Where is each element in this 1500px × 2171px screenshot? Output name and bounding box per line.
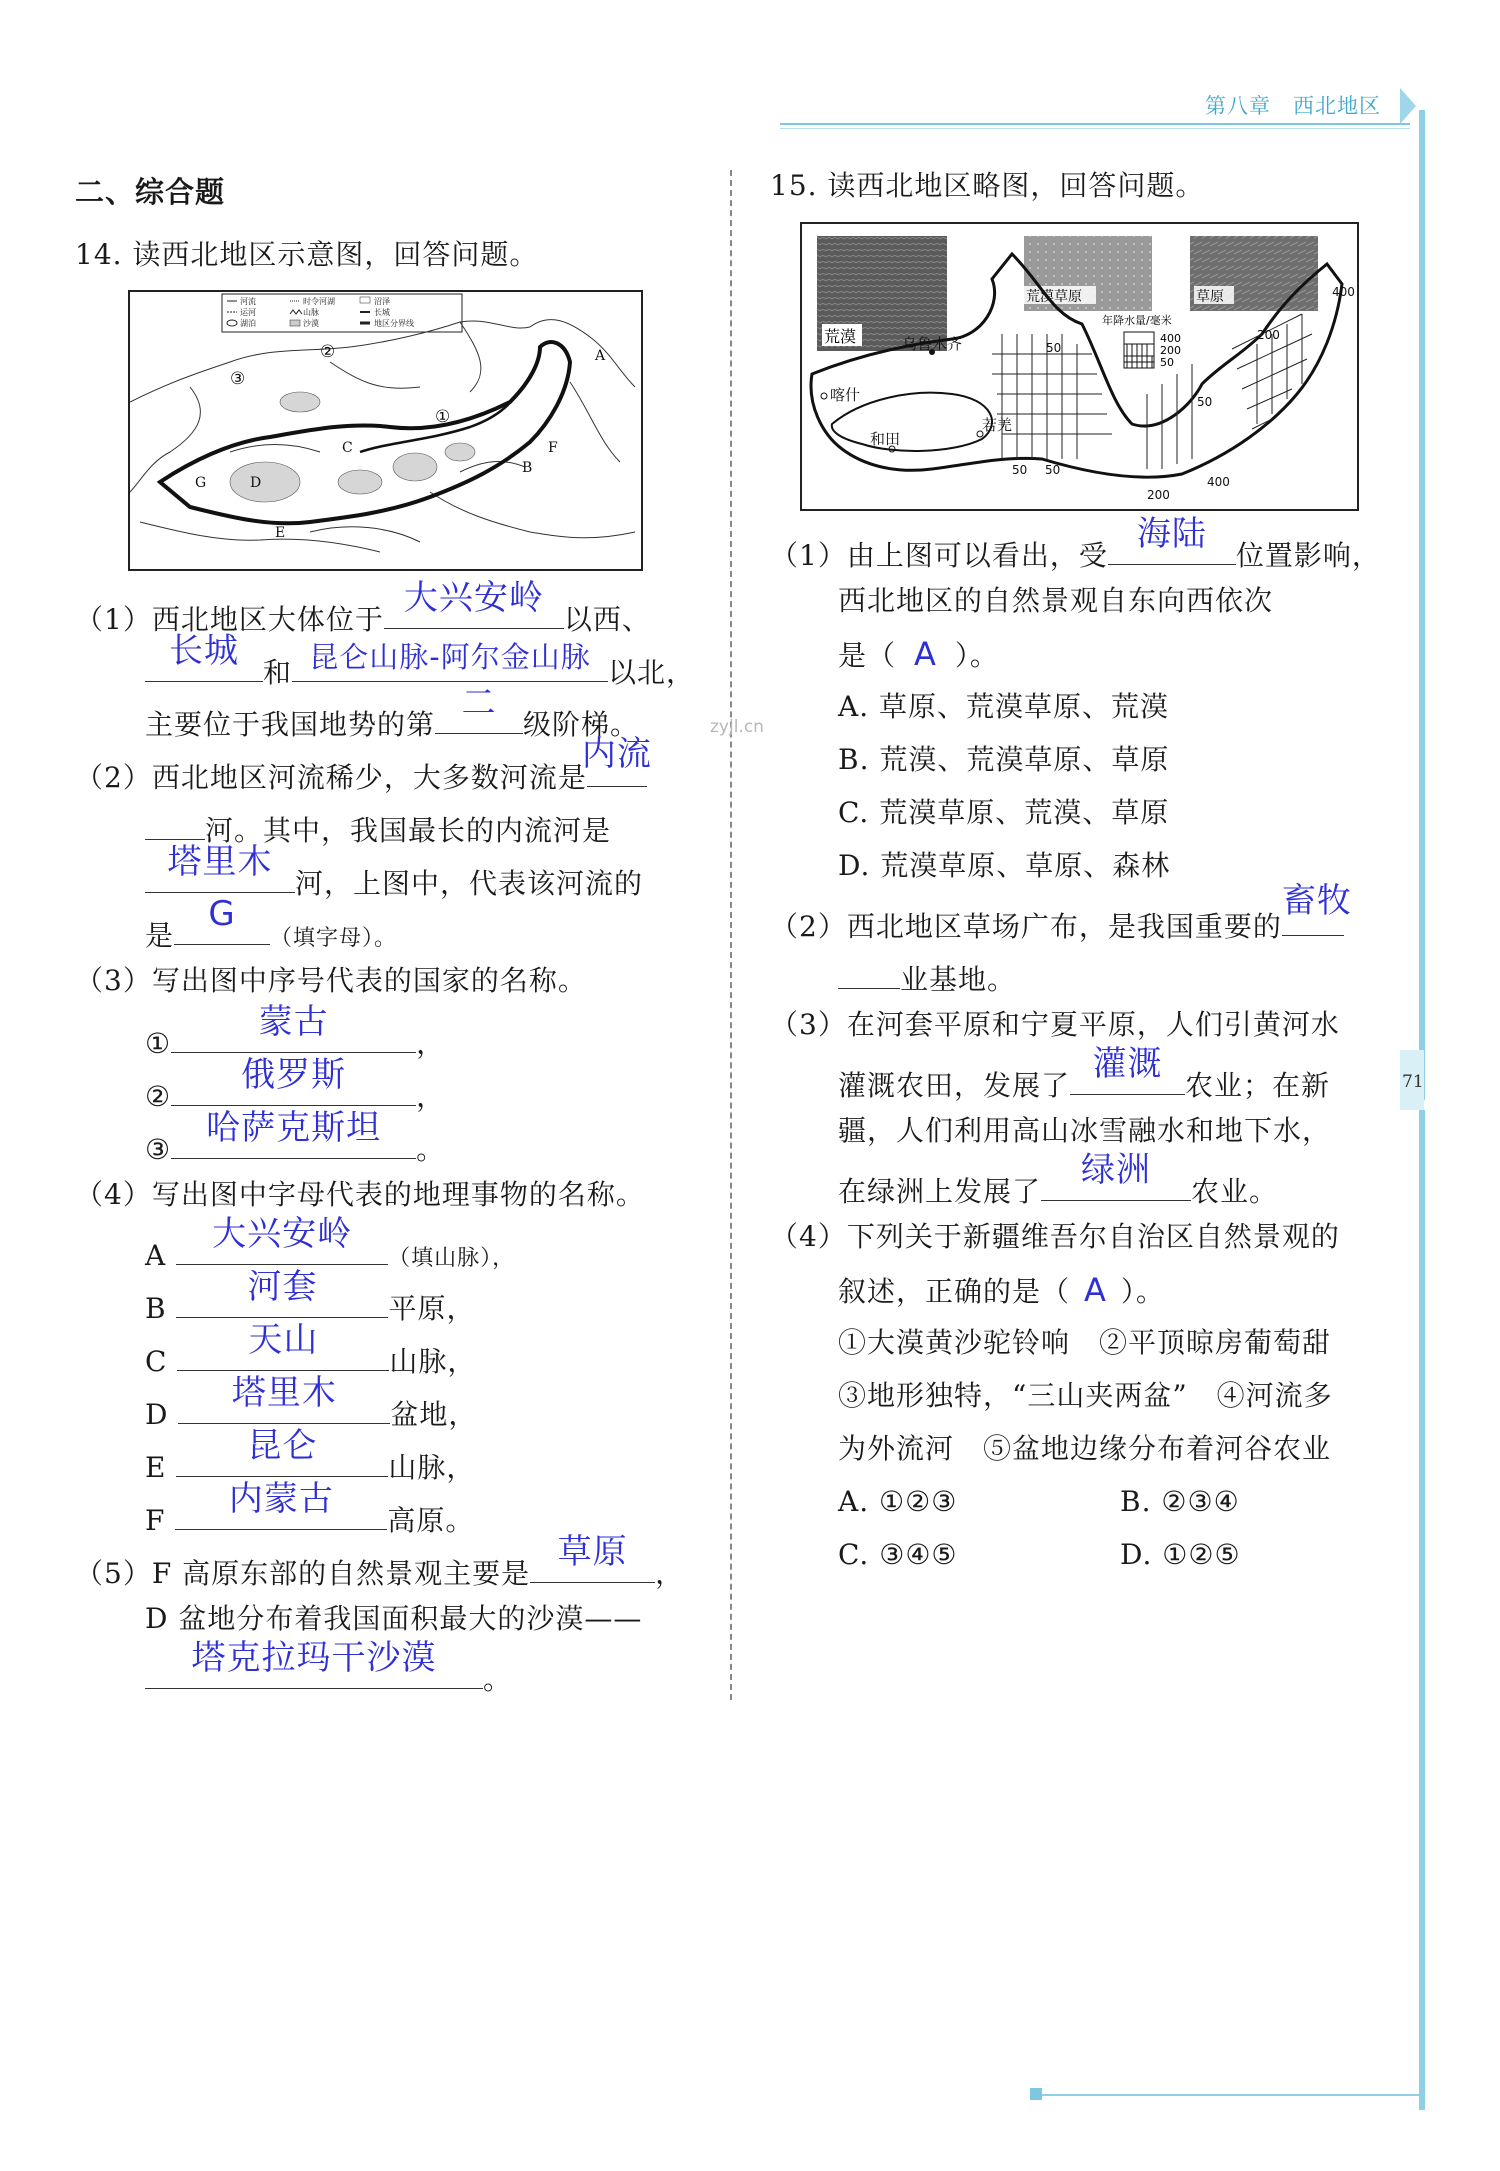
q15-p4-optA[interactable]: A. ①②③ [838,1485,958,1518]
q15-p1-optB[interactable]: B. 荒漠、荒漠草原、草原 [838,743,1170,776]
column-divider [730,170,732,1700]
photo-label-steppe: 草原 [1196,289,1224,305]
q15-p1-optD[interactable]: D. 荒漠草原、草原、森林 [838,849,1171,882]
q14-p2-line1: （2）西北地区河流稀少，大多数河流是 内流 [75,734,652,794]
label-3: ③ [230,369,246,389]
label-A: A [595,348,606,364]
blank-q15-3-a1[interactable]: 灌溉 [1070,1058,1185,1095]
q15-p4-stmt3: 为外流河 ⑤盆地边缘分布着河谷农业 [838,1432,1332,1465]
legend-swamp: 沼泽 [374,297,390,306]
label-2: ② [320,342,336,362]
q14-p4-itemB: B 河套 平原， [145,1267,476,1325]
q14-map [128,290,643,571]
legend-boundary: 地区分界线 [374,319,414,328]
q14-p3-item3: ③ 哈萨克斯坦 。 [145,1108,446,1166]
isohyet-50-d: 50 [1045,463,1061,477]
blank-q14-4-B[interactable]: 河套 [176,1281,388,1318]
place-urumqi: 乌鲁木齐 [902,335,963,353]
q15-p4-stmt2: ③地形独特，“三山夹两盆” ④河流多 [838,1379,1333,1412]
q15-p4-optC[interactable]: C. ③④⑤ [838,1538,958,1571]
blank-q14-2-a1-cont[interactable] [145,803,205,840]
blank-q14-4-F[interactable]: 内蒙古 [175,1493,387,1530]
q15-stem: 15. 读西北地区略图，回答问题。 [770,169,1205,202]
q14-p4-itemD: D 塔里木 盆地， [145,1373,478,1431]
legend-title: 年降水量/毫米 [1102,314,1172,327]
label-D: D [250,475,262,491]
blank-q14-5-a1[interactable]: 草原 [530,1546,655,1583]
legend-lake: 湖泊 [240,319,256,328]
header-rule [780,123,1410,125]
legend-desert: 沙漠 [303,319,319,328]
q15-p3-line3: 疆，人们利用高山冰雪融水和地下水， [838,1114,1332,1147]
q15-p4-line2: 叙述，正确的是（ A ）。 [838,1271,1165,1309]
header-rule-thin [780,128,1410,129]
label-F: F [548,440,558,456]
q15-p1-optC[interactable]: C. 荒漠草原、荒漠、草原 [838,796,1170,829]
q15-map-svg [802,224,1357,509]
blank-q14-4-E[interactable]: 昆仑 [176,1440,388,1477]
place-kashgar: 喀什 [830,386,861,404]
q14-p5-line3: 塔克拉玛干沙漠 。 [145,1652,512,1700]
q14-p1-line3: 主要位于我国地势的第 二 级阶梯。 [145,683,640,741]
q15-p2-line2: 业基地。 [838,952,1016,1000]
q15-p3-line4: 在绿洲上发展了 绿洲 农业。 [838,1150,1279,1208]
blank-q15-2-a1[interactable]: 畜牧 [1282,899,1344,936]
q14-p4-itemC: C 天山 山脉， [145,1320,477,1378]
legend-50: 50 [1160,356,1174,369]
blank-q14-4-C[interactable]: 天山 [177,1334,389,1371]
q14-p1-line2: 长城 和 昆仑山脉-阿尔金山脉 以北， [145,645,695,693]
place-ruoqiang: 若羌 [982,416,1013,434]
isohyet-50-c: 50 [1012,463,1028,477]
blank-q15-2-a1-cont[interactable] [838,952,900,989]
label-E: E [275,525,286,541]
isohyet-50-b: 50 [1197,395,1213,409]
q15-map [800,222,1359,511]
q15-p3-line2: 灌溉农田，发展了 灌溉 农业；在新 [838,1044,1331,1102]
blank-q14-4-A[interactable]: 大兴安岭 [176,1228,388,1265]
label-G: G [195,475,207,491]
q15-p4-stmt1: ①大漠黄沙驼铃响 ②平顶晾房葡萄甜 [838,1326,1332,1359]
blank-q15-3-a2[interactable]: 绿洲 [1041,1164,1191,1201]
section-title: 二、综合题 [75,175,226,209]
q15-p1-line1: （1）由上图可以看出，受 海陆 位置影响， [770,514,1381,572]
q14-p5-line1: （5）F 高原东部的自然景观主要是 草原 ， [75,1532,685,1590]
q14-p2-line2: 河。其中，我国最长的内流河是 [145,803,611,851]
q14-p2-line3: 塔里木 河，上图中，代表该河流的 [145,856,643,904]
blank-q14-1-a3[interactable]: 昆仑山脉-阿尔金山脉 [292,645,608,682]
q14-p4-stem: （4）写出图中字母代表的地理事物的名称。 [75,1178,645,1211]
isohyet-50-a: 50 [1046,341,1062,355]
page-number: 71 [1402,1072,1424,1092]
label-B: B [522,460,533,476]
q14-p3-item1: ① 蒙古 ， [145,1002,446,1060]
q15-p2-line1: （2）西北地区草场广布，是我国重要的 畜牧 [770,881,1352,943]
legend-200: 200 [1160,344,1181,357]
blank-q14-4-D[interactable]: 塔里木 [178,1387,390,1424]
q14-p3-stem: （3）写出图中序号代表的国家的名称。 [75,964,587,997]
isohyet-200-north: 200 [1257,328,1280,342]
blank-q14-3-2[interactable]: 俄罗斯 [171,1069,416,1106]
isohyet-200-south: 200 [1147,488,1170,502]
q14-map-svg [130,292,641,569]
q15-p1-optA[interactable]: A. 草原、荒漠草原、荒漠 [838,690,1170,723]
q14-p2-line4: 是 G （填字母）。 [145,894,398,952]
bottom-rule [1040,2094,1420,2096]
margin-bar [1419,110,1425,1100]
blank-q14-3-3[interactable]: 哈萨克斯坦 [171,1122,416,1159]
q14-stem: 14. 读西北地区示意图，回答问题。 [75,238,539,271]
photo-label-desert-steppe: 荒漠草原 [1026,289,1082,305]
legend-seasonal: 时令河湖 [303,297,335,306]
q15-p1-line3: 是（ A ）。 [838,635,999,673]
q14-p4-itemE: E 昆仑 山脉， [145,1426,476,1484]
blank-q14-2-a1[interactable]: 内流 [587,750,647,787]
label-1: ① [435,407,451,427]
blank-q14-1-a1[interactable]: 大兴安岭 [384,592,564,629]
q14-p5-line2: D 盆地分布着我国面积最大的沙漠—— [145,1602,643,1635]
blank-q14-2-a2[interactable]: 塔里木 [145,856,295,893]
ans-q15-1-choice[interactable]: A [914,635,937,673]
isohyet-400-north: 400 [1332,285,1355,299]
blank-q14-1-a4[interactable]: 二 [435,697,523,734]
legend-wall: 长城 [374,308,390,317]
q14-p1-line1: （1）西北地区大体位于 大兴安岭 以西、 [75,578,651,636]
q14-p4-itemA: A 大兴安岭 （填山脉）， [145,1214,516,1272]
q15-p3-line1: （3）在河套平原和宁夏平原，人们引黄河水 [770,1008,1340,1041]
q15-p4-optD[interactable]: D. ①②⑤ [1120,1538,1241,1571]
photo-label-desert: 荒漠 [824,327,857,346]
blank-q14-5-a2[interactable]: 塔克拉玛干沙漠 [145,1652,483,1689]
ans-q15-4-choice[interactable]: A [1084,1271,1107,1309]
blank-q14-1-a2[interactable]: 长城 [145,645,263,682]
watermark: zyjl.cn [710,717,764,737]
blank-q14-2-a3[interactable]: G [174,908,270,945]
q15-p4-line1: （4）下列关于新疆维吾尔自治区自然景观的 [770,1220,1340,1253]
legend-river: 河流 [240,297,256,306]
legend-400: 400 [1160,332,1181,345]
q15-p4-optB[interactable]: B. ②③④ [1120,1485,1240,1518]
bottom-square-icon [1030,2088,1042,2100]
place-hotan: 和田 [870,430,901,448]
q14-p4-itemF: F 内蒙古 高原。 [145,1479,475,1537]
legend-canal: 运河 [240,308,256,317]
blank-q15-1-a1[interactable]: 海陆 [1108,528,1236,565]
isohyet-400-south: 400 [1207,475,1230,489]
header-arrow-icon [1400,88,1416,124]
label-C: C [342,440,353,456]
margin-bar-lower [1419,1110,1425,2110]
q15-p1-line2: 西北地区的自然景观自东向西依次 [838,584,1274,617]
q14-p3-item2: ② 俄罗斯 ， [145,1055,446,1113]
legend-mountain: 山脉 [303,308,319,317]
chapter-header: 第八章 西北地区 [1205,94,1381,118]
blank-q14-3-1[interactable]: 蒙古 [171,1016,416,1053]
